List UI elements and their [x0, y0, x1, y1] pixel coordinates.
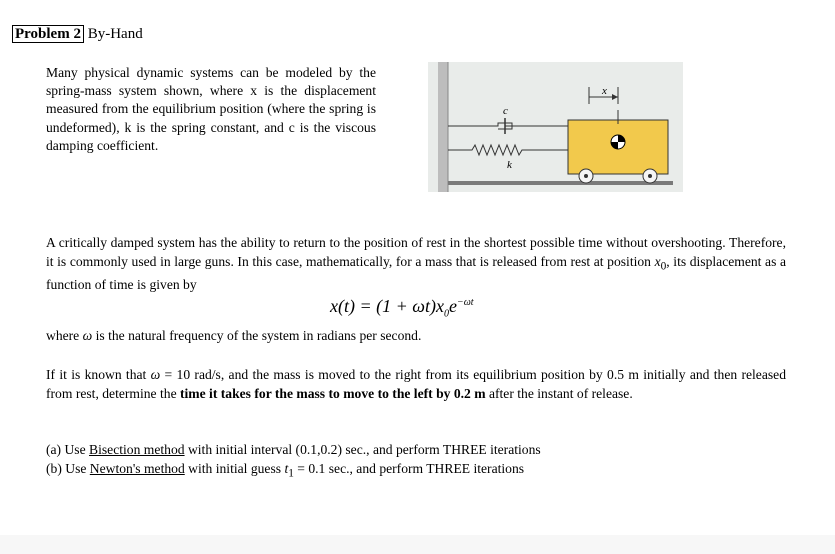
wall	[438, 62, 448, 192]
task-list	[46, 441, 786, 483]
newtons-method-link[interactable]: Newton's method	[89, 460, 185, 476]
label-k: k	[507, 159, 512, 171]
bold-question: time it takes for the mass to move to the left by 0.2 m	[180, 385, 486, 401]
label-x: x	[602, 85, 607, 97]
paragraph-omega-definition: where ω is the natural frequency of the system in radians per second.	[46, 328, 422, 343]
problem-number: Problem 2	[12, 25, 84, 43]
spring-mass-svg	[428, 62, 683, 192]
wheel-right-hub	[648, 174, 652, 178]
list-item-b: (b) Use Newton's method with initial guess $t_1 = 0.1$ sec., and perform THREE iterations	[46, 460, 525, 480]
x0-symbol: x	[654, 253, 661, 269]
ground	[448, 181, 673, 185]
by-hand-label: By-Hand	[87, 26, 143, 42]
intro-paragraph: Many physical dynamic systems can be modeled by the spring-mass system shown, where x is the displacement measured from the equilibrium position (where the spring is undeformed), k is the spring constant, and c is the viscous damping coefficient.	[46, 65, 376, 153]
paragraph-problem-statement: If it is known that ω = 10 rad/s, and the mass is moved to the right from its equilibrium position by 0.5 m initially and then released from rest, determine the time it takes for the mass to move to the left by 0.2 m after the instant of release.	[46, 367, 786, 401]
displacement-equation: $x(t) = (1 + \omega t)x_0e^{-\omega t}$	[330, 296, 474, 320]
bisection-method-link[interactable]: Bisection method	[89, 442, 185, 457]
wheel-left-hub	[584, 174, 588, 178]
spring-mass-diagram	[428, 62, 683, 192]
label-c: c	[503, 105, 508, 117]
paragraph-critical-damping: A critically damped system has the ability to return to the position of rest in the shortest possible time without overshooting. Therefore, it is commonly used in large guns. In this case, mathematically, for a mass that is released from rest at position $x_0$, its displacement as a function of time is given by	[46, 235, 787, 292]
problem-header	[12, 25, 143, 43]
page-bottom-strip	[0, 535, 835, 554]
list-item-a: (a) Use Bisection method with initial interval (0.1,0.2) sec., and perform THREE iterations	[46, 442, 541, 457]
